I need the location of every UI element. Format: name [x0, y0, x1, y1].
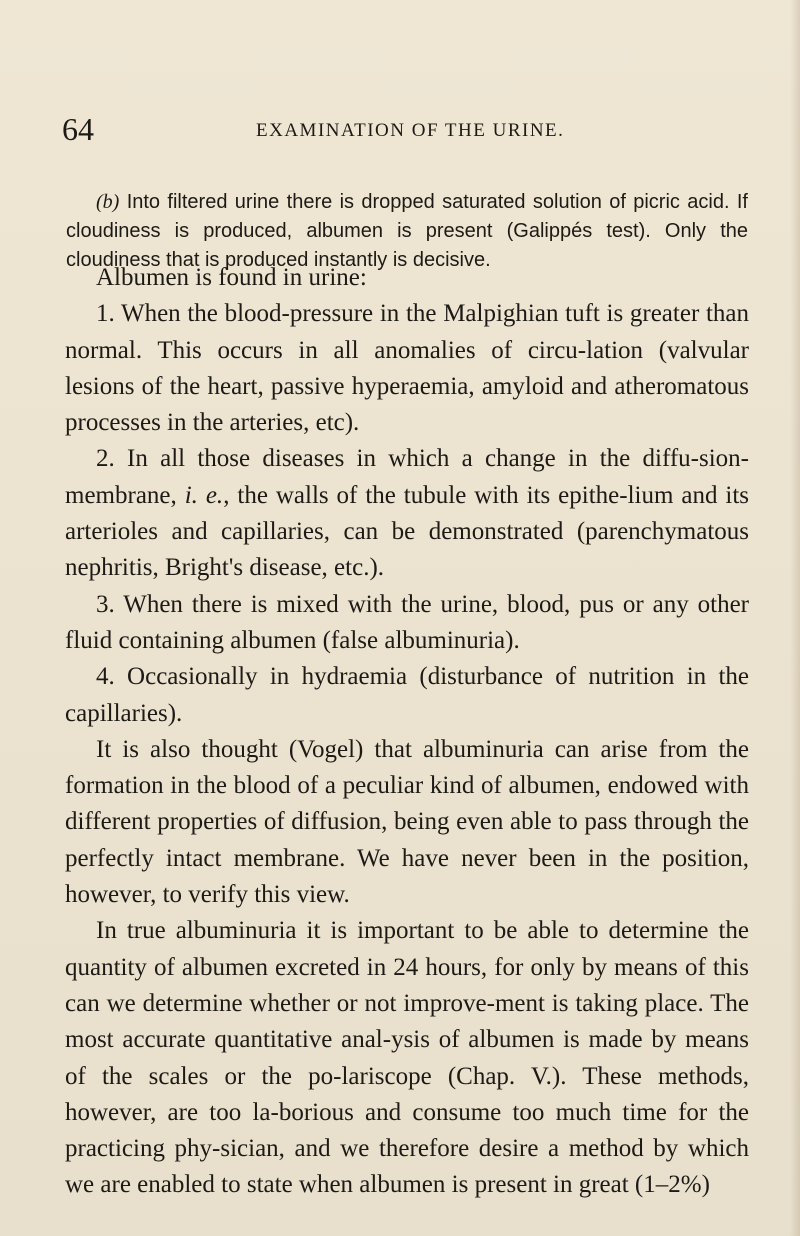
- list-item: [65, 441, 749, 586]
- list-item-number: 4.: [96, 663, 115, 691]
- list-item: [65, 659, 749, 732]
- list-item-number: 1.: [96, 300, 115, 328]
- running-head: [62, 112, 752, 146]
- list-item: [65, 587, 749, 660]
- body-text: [65, 260, 749, 1204]
- list-item-number: 3.: [96, 590, 115, 618]
- list-item-number: 2.: [96, 445, 115, 473]
- note-text: Into filtered urine there is dropped saturated solution of picric acid. If cloudiness is produced, albumen is present (Galippés test). Only the cloudiness that is produced instantly is decisive.: [66, 191, 748, 271]
- ie-abbreviation: i. e.: [184, 481, 224, 509]
- page-number: 64: [62, 111, 94, 147]
- quantity-paragraph: In true albuminuria it is important to be able to determine the quantity of albumen excreted in 24 hours, for only by means of this can we determine whether or not improve-ment is taking place. The most accurate quantitative anal-ysis of albumen is made by means of the scales or the po-lariscope (Chap. V.). These methods, however, are too la-borious and consume too much time for the practicing phy-sician, and we therefore desire a method by which we are enabled to state when albumen is present in great (1–2%): [65, 917, 749, 1199]
- list-item-text: In all those diseases in which a change in the diffu-sion-membrane,: [65, 445, 749, 509]
- list-item-text-continued: , the walls of the tubule with its epithe-lium and its arterioles and capillaries, can be demonstrated (parenchymatous nephritis, Bright's disease, etc.).: [65, 481, 749, 582]
- list-item-text: When there is mixed with the urine, blood, pus or any other fluid containing albumen (false albuminuria).: [65, 590, 749, 654]
- intro-paragraph: Albumen is found in urine:: [96, 264, 367, 291]
- list-item-text: When the blood-pressure in the Malpighian tuft is greater than normal. This occurs in all anomalies of circu-lation (valvular lesions of the heart, passive hyperaemia, amyloid and atheromatous processes in the arteries, etc).: [65, 300, 749, 437]
- note-marker: (b): [96, 191, 120, 213]
- running-title: EXAMINATION OF THE URINE.: [256, 120, 565, 141]
- list-item-text: Occasionally in hydraemia (disturbance of nutrition in the capillaries).: [65, 663, 749, 727]
- vogel-paragraph: It is also thought (Vogel) that albuminuria can arise from the formation in the blood of a peculiar kind of albumen, endowed with different properties of diffusion, being even able to pass through the perfectly intact membrane. We have never been in the position, however, to verify this view.: [65, 735, 749, 909]
- list-item: [65, 296, 749, 441]
